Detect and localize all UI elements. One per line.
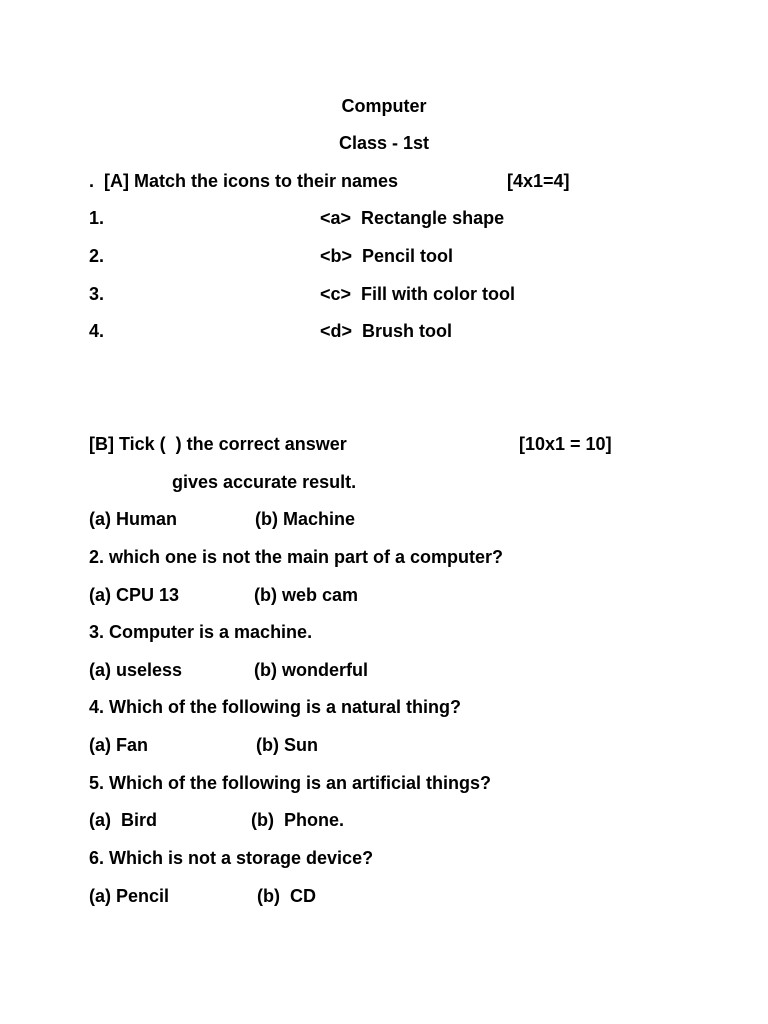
- section-b-title: [B] Tick ( ) the correct answer: [89, 434, 347, 454]
- question-text: 4. Which of the following is a natural thing?: [89, 697, 461, 717]
- answer-option-a: (a) Pencil: [89, 886, 170, 906]
- match-item-number: 4.: [89, 321, 105, 341]
- question-text: 3. Computer is a machine.: [89, 622, 313, 642]
- match-option: <d> Brush tool: [320, 321, 453, 341]
- match-item-number: 3.: [89, 284, 105, 304]
- match-option: <b> Pencil tool: [320, 246, 454, 266]
- answer-option-b: (b) wonderful: [254, 660, 368, 680]
- answer-option-a: (a) Bird: [89, 810, 158, 830]
- question-text: 6. Which is not a storage device?: [89, 848, 374, 868]
- answer-option-b: (b) web cam: [254, 585, 359, 605]
- answer-option-a: (a) CPU 13: [89, 585, 180, 605]
- section-a-title: . [A] Match the icons to their names: [89, 171, 399, 191]
- question-text: 2. which one is not the main part of a computer?: [89, 547, 504, 567]
- match-item-number: 2.: [89, 246, 105, 266]
- answer-option-b: (b) Machine: [255, 509, 356, 529]
- answer-option-b: (b) Phone.: [251, 810, 344, 830]
- answer-option-a: (a) Human: [89, 509, 178, 529]
- answer-option-b: (b) Sun: [256, 735, 318, 755]
- match-item-number: 1.: [89, 208, 105, 228]
- class-label: Class - 1st: [338, 133, 430, 153]
- question-text: gives accurate result.: [172, 472, 357, 492]
- match-option: <a> Rectangle shape: [320, 208, 505, 228]
- answer-option-a: (a) useless: [89, 660, 183, 680]
- section-b-marks: [10x1 = 10]: [519, 434, 612, 454]
- subject-title: Computer: [341, 96, 427, 116]
- question-text: 5. Which of the following is an artificial things?: [89, 773, 492, 793]
- match-option: <c> Fill with color tool: [320, 284, 516, 304]
- answer-option-a: (a) Fan: [89, 735, 149, 755]
- answer-option-b: (b) CD: [257, 886, 316, 906]
- section-a-marks: [4x1=4]: [507, 171, 570, 191]
